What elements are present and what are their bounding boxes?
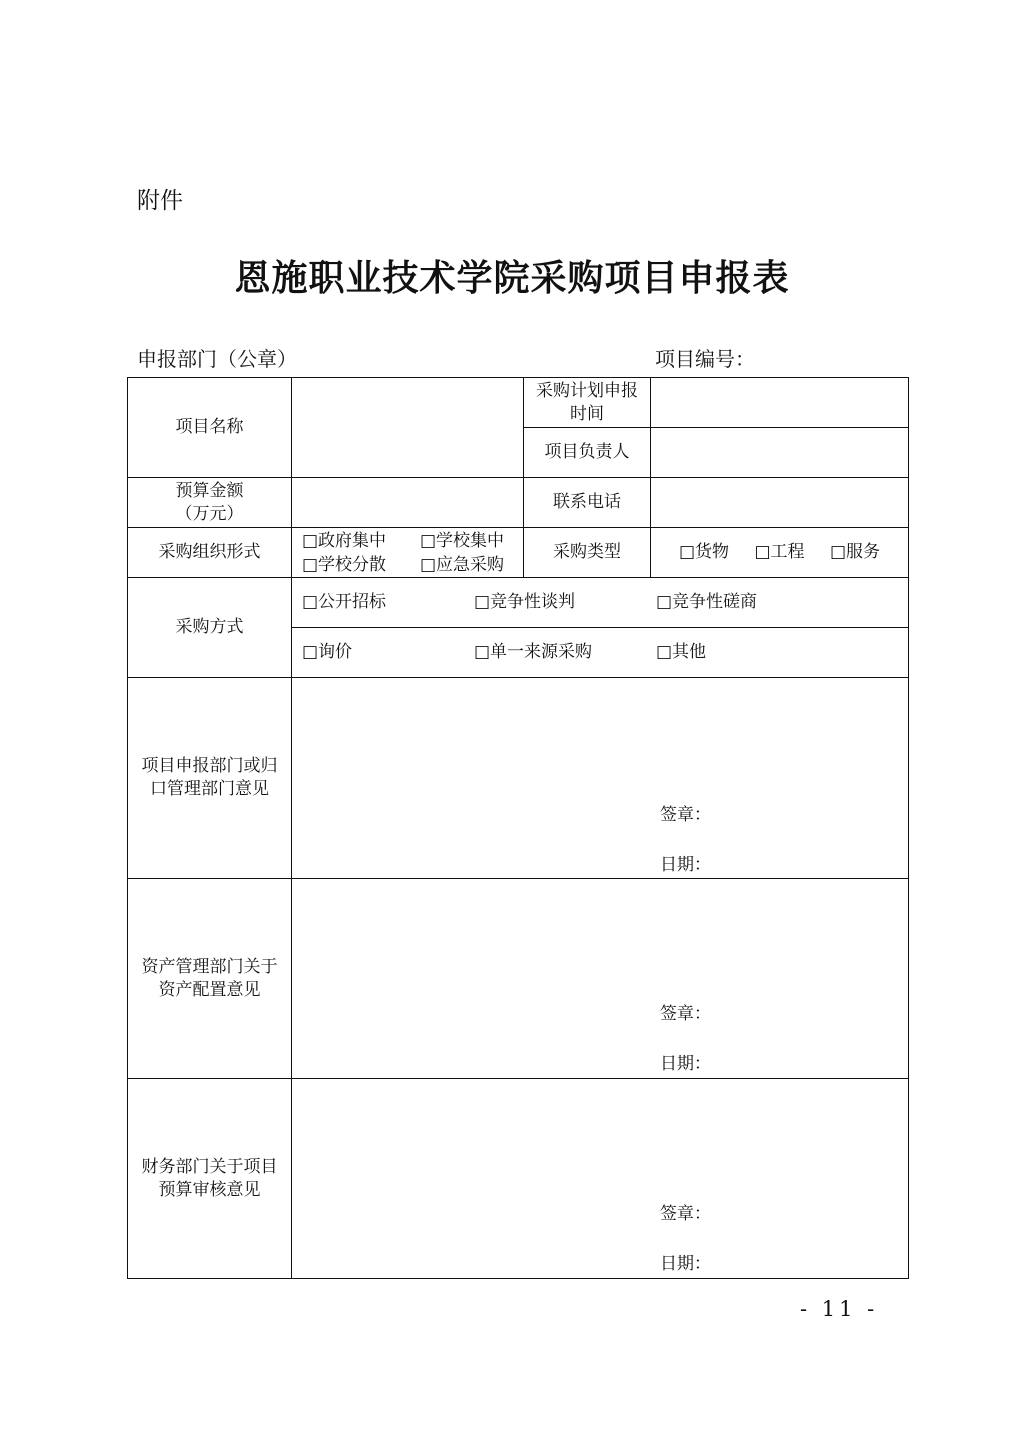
- opinion1-sign-label: 签章：: [660, 805, 711, 825]
- type-option-service[interactable]: □服务: [829, 542, 880, 562]
- method-competitive-negotiation[interactable]: □竞争性谈判: [474, 592, 576, 612]
- project-leader-field[interactable]: [651, 428, 909, 478]
- opinion2-date-label: 日期：: [660, 1054, 711, 1074]
- opinion1-field[interactable]: [292, 678, 909, 879]
- attachment-label: 附件: [137, 188, 183, 214]
- type-option-engineering[interactable]: □工程: [754, 542, 805, 562]
- purchase-type-label: 采购类型: [524, 528, 651, 578]
- opinion1-label: 项目申报部门或归口管理部门意见: [128, 678, 292, 879]
- method-other[interactable]: □其他: [656, 642, 707, 662]
- opinion3-sign-label: 签章：: [660, 1204, 711, 1224]
- budget-field[interactable]: [292, 478, 524, 528]
- method-open-tender[interactable]: □公开招标: [302, 592, 387, 612]
- org-option-emergency[interactable]: □应急采购: [420, 554, 505, 575]
- page-title: 恩施职业技术学院采购项目申报表: [234, 257, 790, 299]
- contact-phone-label: 联系电话: [524, 478, 651, 528]
- opinion3-label: 财务部门关于项目预算审核意见: [128, 1079, 292, 1279]
- project-leader-label: 项目负责人: [524, 428, 651, 478]
- org-option-school-central[interactable]: □学校集中: [420, 530, 505, 551]
- page-number: - 11 -: [800, 1297, 879, 1321]
- method-single-source[interactable]: □单一来源采购: [474, 642, 593, 662]
- purchase-type-options: [651, 528, 909, 578]
- org-option-school-dispersed[interactable]: □学校分散: [302, 554, 387, 575]
- budget-unit-text: （万元）: [175, 503, 244, 524]
- opinion3-field[interactable]: [292, 1079, 909, 1279]
- budget-label-text: 预算金额: [175, 480, 244, 501]
- plan-time-field[interactable]: [651, 378, 909, 428]
- project-name-field[interactable]: [292, 378, 524, 478]
- plan-time-label: 采购计划申报时间: [524, 378, 651, 428]
- method-row-2: [292, 628, 909, 678]
- org-option-gov-central[interactable]: □政府集中: [302, 530, 387, 551]
- purchase-method-label: 采购方式: [128, 578, 292, 678]
- org-form-options: [292, 528, 524, 578]
- opinion1-date-label: 日期：: [660, 855, 711, 875]
- project-name-label: 项目名称: [128, 378, 292, 478]
- method-competitive-consultation[interactable]: □竞争性磋商: [656, 592, 758, 612]
- opinion2-field[interactable]: [292, 879, 909, 1079]
- opinion2-label: 资产管理部门关于资产配置意见: [128, 879, 292, 1079]
- contact-phone-field[interactable]: [651, 478, 909, 528]
- budget-label: [128, 478, 292, 528]
- method-row-1: [292, 578, 909, 628]
- method-inquiry[interactable]: □询价: [302, 642, 353, 662]
- opinion2-sign-label: 签章：: [660, 1004, 711, 1024]
- org-form-label: 采购组织形式: [128, 528, 292, 578]
- dept-label: 申报部门（公章）: [137, 347, 297, 371]
- project-no-label: 项目编号：: [655, 347, 755, 371]
- procurement-form-table: [127, 377, 909, 1279]
- opinion3-date-label: 日期：: [660, 1254, 711, 1274]
- type-option-goods[interactable]: □货物: [679, 542, 730, 562]
